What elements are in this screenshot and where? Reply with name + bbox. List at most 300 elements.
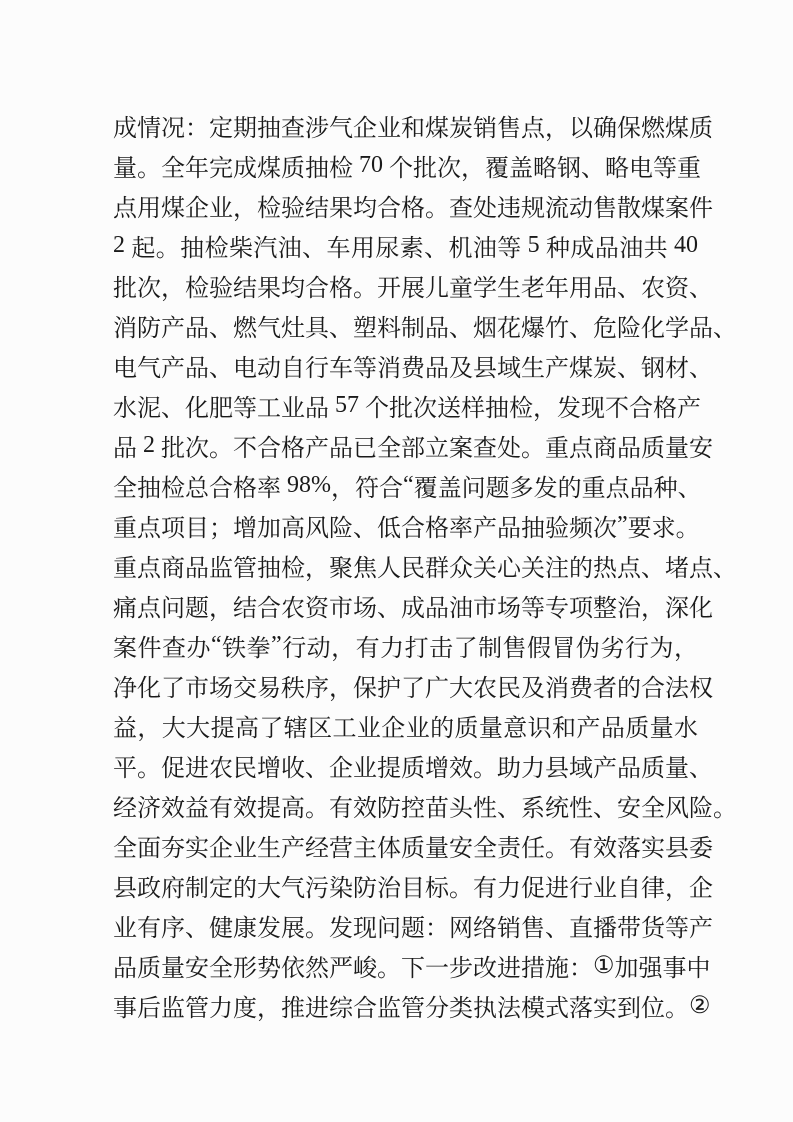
text-run: 案 [665,195,689,222]
text-run: 农 [473,675,497,702]
text-run: 果 [257,275,281,302]
text-run: 抽 [257,555,281,582]
text-run: 监 [377,995,401,1022]
text-run: 治 [617,595,641,622]
text-run: 、 [689,355,713,382]
text-run: 品 [617,435,641,462]
text-run: 保 [617,115,641,142]
text-run: 检 [161,475,185,502]
text-run: 民 [233,755,257,782]
text-run: 企 [185,195,209,222]
text-run: 的 [430,715,455,742]
text-run: 改 [473,955,497,982]
text-run: 发 [533,475,558,502]
text-run: 验 [281,195,305,222]
text-run: ， [665,875,689,902]
text-run: 料 [377,315,401,342]
text-line [113,865,713,905]
text-run: 规 [521,195,545,222]
text-run: 抽 [485,395,509,422]
text-run: 量 [649,715,674,742]
text-run: 油 [472,235,497,262]
text-run: 全 [473,835,497,862]
text-run: 工 [257,395,281,422]
text-run: 产 [473,515,497,542]
text-run: 率 [257,475,281,502]
text-run: ① [593,952,615,979]
text-run: 销 [497,915,521,942]
text-run: 、 [209,355,233,382]
text-run: 工 [332,715,357,742]
text-run: 材 [665,355,689,382]
text-run: 、 [689,755,713,782]
text-run: 问 [461,475,486,502]
text-run: 5 [521,231,546,258]
text-run: 消 [377,355,401,382]
text-run: ， [161,275,185,302]
text-run: 和 [401,115,425,142]
text-run: 品 [185,355,209,382]
text-run: 重 [677,155,701,182]
text-run: 。 [305,915,329,942]
text-run: ② [689,992,711,1019]
text-run: 深 [665,595,689,622]
text-run: 业 [113,915,137,942]
text-run: 开 [377,275,401,302]
text-run: 济 [137,795,161,822]
text-run: 货 [641,915,665,942]
text-run: 合 [379,475,403,502]
text-run: 。 [155,235,180,262]
text-run: 提 [257,795,281,822]
text-run: 冒 [551,635,576,662]
text-run: 爆 [521,315,545,342]
text-run: 期 [233,115,257,142]
text-run: 行 [305,355,329,382]
text-run: 点 [617,555,641,582]
text-run: 产 [593,755,617,782]
text-run: ， [533,395,557,422]
text-run: 、 [353,515,377,542]
text-run: 量 [161,955,185,982]
text-run: 政 [137,875,161,902]
text-line [113,545,737,585]
text-run: 种 [653,475,678,502]
text-run: 件 [689,195,713,222]
text-run: 秩 [281,675,305,702]
text-run: 。 [449,875,473,902]
text-run: 播 [593,915,617,942]
text-run: 电 [629,155,653,182]
text-run: 车 [329,355,353,382]
text-run: ” [271,631,282,658]
text-run: 抽 [180,235,205,262]
text-run: 抽 [305,155,329,182]
text-run: 全 [209,955,233,982]
text-run: 合 [641,675,665,702]
text-run: 个 [389,155,413,182]
text-run: 整 [593,595,617,622]
text-run: 辖 [283,715,308,742]
text-run: 40 [667,231,698,258]
text-run: 铁 [222,635,247,662]
text-run: 、 [677,475,702,502]
text-run: 重 [581,475,606,502]
text-run: 点 [137,555,161,582]
text-run: 等 [665,915,689,942]
text-run: 频 [569,515,593,542]
text-run: 塑 [353,315,377,342]
text-line [113,585,713,625]
text-run: 监 [161,995,185,1022]
text-run: 品 [425,315,449,342]
text-run: 油 [619,235,644,262]
text-run: 及 [449,355,473,382]
text-run: 的 [617,675,641,702]
text-run: 市 [329,595,353,622]
text-line [113,745,713,785]
text-run: 律 [641,875,665,902]
text-run: ” [617,511,628,538]
text-run: 、 [302,235,327,262]
text-run: 质 [401,755,425,782]
text-run: 系 [521,795,545,822]
text-run: 力 [497,875,521,902]
text-run: 商 [593,435,617,462]
text-run: 劣 [600,635,625,662]
text-run: 问 [377,915,401,942]
text-run: 进 [305,995,329,1022]
text-run: 违 [497,195,521,222]
text-run: 产 [305,435,329,462]
text-run: 油 [449,595,473,622]
text-run: 广 [425,675,449,702]
text-run: 资 [305,595,329,622]
text-run: 。 [137,755,161,782]
text-run: 企 [689,875,713,902]
text-run: 。 [353,275,377,302]
text-line [113,265,713,305]
text-run: 售 [497,115,521,142]
text-run: 安 [449,835,473,862]
text-run: 质 [689,115,713,142]
text-run: 产 [161,315,185,342]
text-run: 行 [569,875,593,902]
text-run: 假 [527,635,552,662]
text-run: 提 [210,715,235,742]
text-run: 动 [257,355,281,382]
text-run: 点 [521,115,545,142]
text-run: 管 [233,555,257,582]
text-run: 多 [509,475,534,502]
text-run: 等 [653,155,677,182]
text-run: 格 [233,475,257,502]
text-run: 次 [413,395,437,422]
text-run: 主 [353,835,377,862]
text-run: 保 [353,675,377,702]
text-run: 销 [473,115,497,142]
text-run: 、 [593,795,617,822]
text-run: 。 [521,435,545,462]
text-run: 合 [257,435,281,462]
text-run: 不 [605,395,629,422]
text-run: 行 [282,635,307,662]
text-run: 场 [497,595,521,622]
text-run: 定 [209,875,233,902]
text-run: 涉 [305,115,329,142]
text-run: 聚 [329,555,353,582]
text-run: 业 [593,875,617,902]
text-run: 力 [209,995,233,1022]
text-run: 的 [557,475,582,502]
text-run: 县 [665,835,689,862]
text-run: 落 [617,835,641,862]
text-run: 售 [502,635,527,662]
text-run: 、 [545,915,569,942]
text-run: 检 [329,155,353,182]
text-run: 业 [356,715,381,742]
text-run: 、 [497,795,521,822]
text-run: 率 [449,515,473,542]
text-run: 区 [308,715,333,742]
text-run: 略 [533,155,557,182]
text-run: 售 [593,195,617,222]
text-run: 农 [641,275,665,302]
text-run: 加 [614,955,639,982]
text-run: 学 [665,315,689,342]
text-run: 业 [353,755,377,782]
text-run: 大 [257,875,281,902]
text-run: 煤 [665,115,689,142]
body-text [113,105,737,1025]
text-run: 苗 [425,795,449,822]
text-line [113,985,711,1025]
text-run: 管 [401,995,425,1022]
text-run: 法 [497,995,521,1022]
text-run: 量 [665,435,689,462]
text-run: 案 [113,635,137,662]
text-run: 年 [545,275,569,302]
text-run: 、 [581,155,605,182]
text-run: 形 [233,955,257,982]
text-run: 制 [401,315,425,342]
text-run: 部 [401,435,425,462]
text-run: 、 [209,315,233,342]
text-run: 均 [281,275,305,302]
text-run: 实 [185,835,209,862]
text-run: 费 [401,355,425,382]
text-run: 批 [413,155,437,182]
text-run: 性 [473,795,497,822]
text-run: 质 [401,835,425,862]
text-run: 夯 [161,835,185,862]
text-run: 题 [485,475,510,502]
text-run: 防 [353,875,377,902]
text-run: 已 [353,435,377,462]
text-line [113,785,737,825]
text-run: 产 [545,355,569,382]
text-run: 了 [453,635,478,662]
text-run: 。 [137,155,161,182]
text-run: 经 [113,795,137,822]
text-run: 增 [425,755,449,782]
text-run: 力 [521,755,545,782]
text-run: 式 [545,995,569,1022]
text-line [113,425,713,465]
text-run: 度 [233,995,257,1022]
text-run: ， [461,155,485,182]
text-run: 增 [233,515,257,542]
text-run: 击 [429,635,454,662]
text-run: 效 [353,795,377,822]
text-run: 发 [329,915,353,942]
text-run: 助 [497,755,521,782]
text-run: 资 [665,275,689,302]
text-run: 气 [137,355,161,382]
text-run: 委 [689,835,713,862]
text-run: 险 [329,515,353,542]
text-run: 共 [643,235,668,262]
text-run: 市 [473,595,497,622]
text-line [113,185,713,225]
text-run: 流 [545,195,569,222]
text-run: 老 [521,275,545,302]
text-run: ， [673,635,698,662]
text-run: 点 [113,195,137,222]
text-run: 行 [624,635,649,662]
text-run: 面 [137,835,161,862]
text-run: 消 [113,315,137,342]
text-run: 确 [593,115,617,142]
text-run: 心 [497,555,521,582]
text-run: 为 [649,635,674,662]
text-run: 的 [233,875,257,902]
text-run: 品 [629,475,654,502]
text-run: 成 [233,155,257,182]
text-run: 质 [454,715,479,742]
text-run: 控 [401,795,425,822]
text-run: 覆 [413,475,438,502]
text-run: 产 [689,915,713,942]
text-run: 场 [209,675,233,702]
text-run: 花 [497,315,521,342]
text-run: 机 [448,235,473,262]
text-run: 品 [425,355,449,382]
text-run: ， [209,595,233,622]
text-run: 发 [257,915,281,942]
text-run: 自 [281,355,305,382]
text-run: 略 [605,155,629,182]
text-run: 促 [521,875,545,902]
text-run: 动 [569,195,593,222]
text-run: 生 [497,275,521,302]
text-run: ： [185,115,209,142]
text-run: 模 [521,995,545,1022]
text-run: 到 [617,995,641,1022]
text-run: 市 [185,675,209,702]
text-run: 后 [137,995,161,1022]
text-run: 全 [161,155,185,182]
text-run: 业 [405,715,430,742]
text-run: 制 [185,875,209,902]
text-run: 意 [503,715,528,742]
text-run: 量 [425,835,449,862]
text-run: 用 [137,195,161,222]
text-run: 立 [425,435,449,462]
text-line [113,345,713,385]
text-run: 业 [209,195,233,222]
text-run: 人 [377,555,401,582]
text-run: 实 [641,835,665,862]
text-run: ， [641,595,665,622]
text-run: 电 [113,355,137,382]
text-run: 业 [233,835,257,862]
text-run: 费 [569,675,593,702]
text-run: 统 [545,795,569,822]
text-run: 益 [113,715,137,742]
text-run: 合 [257,595,281,622]
text-run: 格 [401,195,425,222]
text-run: 灶 [281,315,305,342]
text-run: 。 [545,835,569,862]
text-run: 法 [665,675,689,702]
text-run: 消 [545,675,569,702]
text-run: 燃 [233,315,257,342]
text-run: 、 [689,275,713,302]
text-run: 有 [137,915,161,942]
text-run: 交 [233,675,257,702]
text-run: 次 [437,155,461,182]
text-run: 检 [281,555,305,582]
text-run: 域 [497,355,521,382]
text-run: 防 [137,315,161,342]
text-run: 化 [689,595,713,622]
text-run: 动 [306,635,331,662]
text-run: 果 [329,195,353,222]
text-run: 制 [478,635,503,662]
text-run: 危 [593,315,617,342]
text-run: 、 [185,915,209,942]
text-run: 品 [617,755,641,782]
text-line [113,905,713,945]
text-run: 业 [377,115,401,142]
text-run: 竹 [545,315,569,342]
text-run: 农 [209,755,233,782]
text-run: ： [569,955,593,982]
text-run: ， [137,715,162,742]
text-run: 事 [662,955,687,982]
text-run: 肥 [209,395,233,422]
text-run: 民 [401,555,425,582]
text-run: 烟 [473,315,497,342]
text-run: 众 [449,555,473,582]
text-run: 柴 [228,235,253,262]
text-run: 学 [473,275,497,302]
text-run: 检 [257,195,281,222]
text-run: 全 [113,835,137,862]
text-run: 成 [113,115,137,142]
text-run: 事 [113,995,137,1022]
text-run: 题 [185,595,209,622]
text-run: 生 [257,835,281,862]
text-line [113,665,713,705]
text-run: 安 [185,955,209,982]
text-run: 大 [449,675,473,702]
text-run: 位 [641,995,665,1022]
text-run: 有 [569,835,593,862]
text-run: ， [305,555,329,582]
text-run: 抽 [257,115,281,142]
